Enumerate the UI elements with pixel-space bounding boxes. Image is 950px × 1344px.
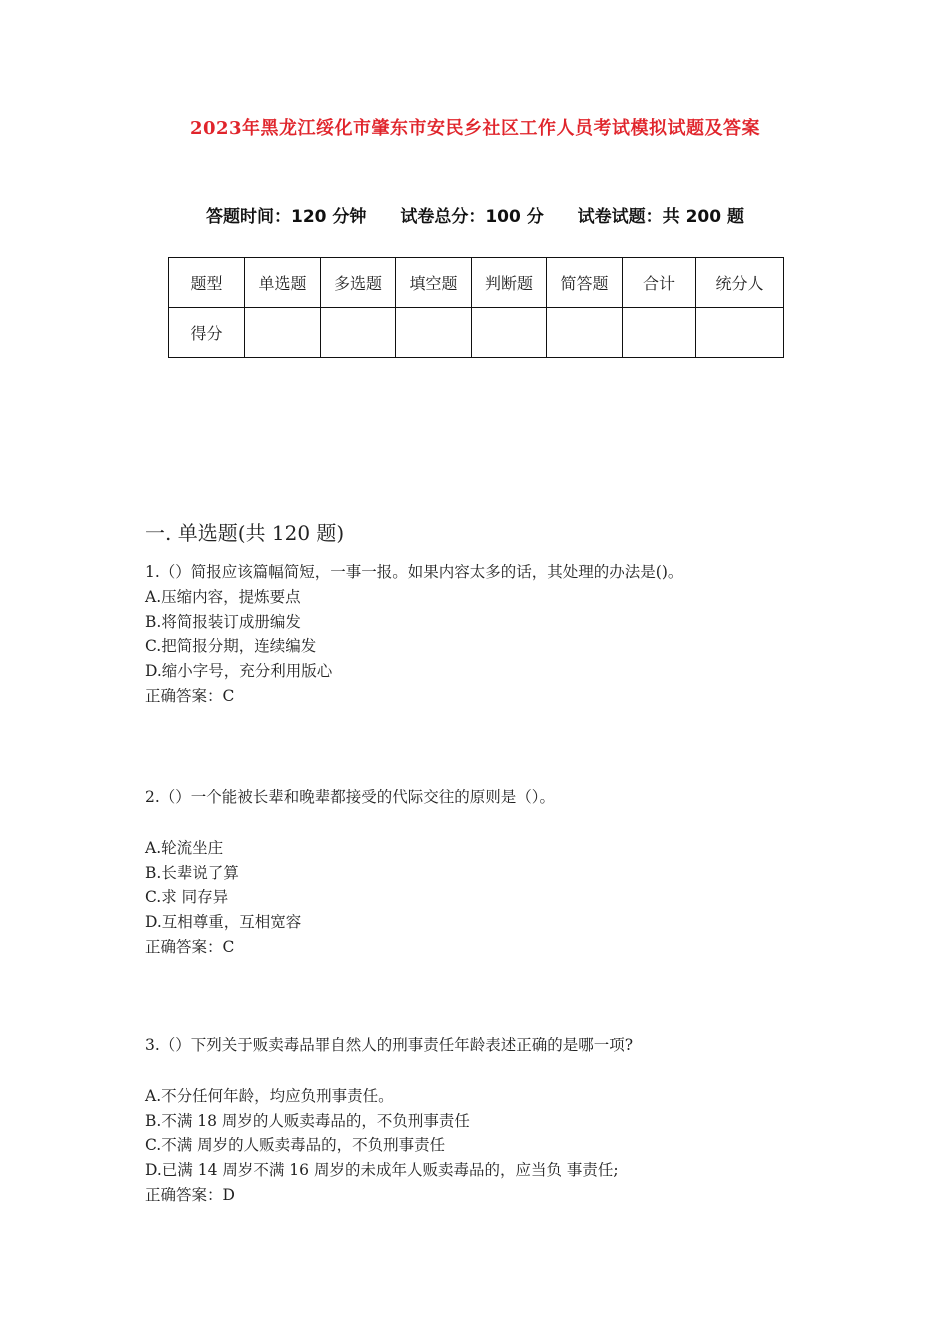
exam-question-count: 试卷试题：共 200 题 bbox=[577, 207, 744, 227]
score-cell bbox=[245, 308, 321, 358]
score-header-cell: 统分人 bbox=[696, 258, 784, 308]
option-b: B.不满 18 周岁的人贩卖毒品的，不负刑事责任 bbox=[145, 1111, 470, 1130]
question-1 bbox=[145, 560, 683, 709]
score-header-cell: 单选题 bbox=[245, 258, 321, 308]
question-stem: 3.（）下列关于贩卖毒品罪自然人的刑事责任年龄表述正确的是哪一项? bbox=[145, 1036, 634, 1054]
option-d: D.互相尊重，互相宽容 bbox=[145, 913, 302, 932]
score-header-cell: 简答题 bbox=[547, 258, 623, 308]
answer: 正确答案：C bbox=[145, 686, 235, 705]
answer: 正确答案：C bbox=[145, 937, 235, 956]
question-stem: 1.（）简报应该篇幅简短，一事一报。如果内容太多的话，其处理的办法是()。 bbox=[145, 563, 684, 581]
option-d: D.缩小字号，充分利用版心 bbox=[145, 662, 333, 681]
option-c: C.把简报分期，连续编发 bbox=[145, 637, 317, 656]
score-header-cell: 题型 bbox=[169, 258, 245, 308]
score-cell bbox=[623, 308, 696, 358]
question-3 bbox=[145, 1033, 633, 1208]
exam-time: 答题时间：120 分钟 bbox=[206, 207, 367, 227]
document-title: 2023年黑龙江绥化市肇东市安民乡社区工作人员考试模拟试题及答案 bbox=[189, 118, 761, 139]
exam-total-score: 试卷总分：100 分 bbox=[400, 207, 544, 227]
option-d: D.已满 14 周岁不满 16 周岁的未成年人贩卖毒品的，应当负 事责任; bbox=[145, 1161, 619, 1180]
option-a: A.压缩内容，提炼要点 bbox=[145, 587, 301, 606]
option-b: B.将简报装订成册编发 bbox=[145, 612, 301, 631]
score-cell bbox=[396, 308, 472, 358]
score-cell bbox=[472, 308, 547, 358]
score-header-cell: 多选题 bbox=[321, 258, 396, 308]
exam-meta bbox=[0, 202, 950, 227]
question-stem: 2.（）一个能被长辈和晚辈都接受的代际交往的原则是（）。 bbox=[145, 788, 556, 806]
answer: 正确答案：D bbox=[145, 1185, 235, 1204]
score-table-header-row bbox=[169, 258, 784, 308]
option-a: A.轮流坐庄 bbox=[145, 838, 224, 857]
score-header-cell: 合计 bbox=[623, 258, 696, 308]
score-cell bbox=[321, 308, 396, 358]
question-2 bbox=[145, 785, 555, 960]
score-cell bbox=[547, 308, 623, 358]
score-header-cell: 填空题 bbox=[396, 258, 472, 308]
option-a: A.不分任何年龄，均应负刑事责任。 bbox=[145, 1086, 394, 1105]
option-c: C.不满 周岁的人贩卖毒品的，不负刑事责任 bbox=[145, 1136, 446, 1155]
section-title: 一. 单选题(共 120 题) bbox=[145, 521, 345, 545]
score-cell bbox=[696, 308, 784, 358]
option-b: B.长辈说了算 bbox=[145, 863, 239, 882]
score-table bbox=[168, 257, 784, 358]
option-c: C.求 同存异 bbox=[145, 888, 229, 907]
score-row-label: 得分 bbox=[169, 308, 245, 358]
score-table-score-row bbox=[169, 308, 784, 358]
score-header-cell: 判断题 bbox=[472, 258, 547, 308]
